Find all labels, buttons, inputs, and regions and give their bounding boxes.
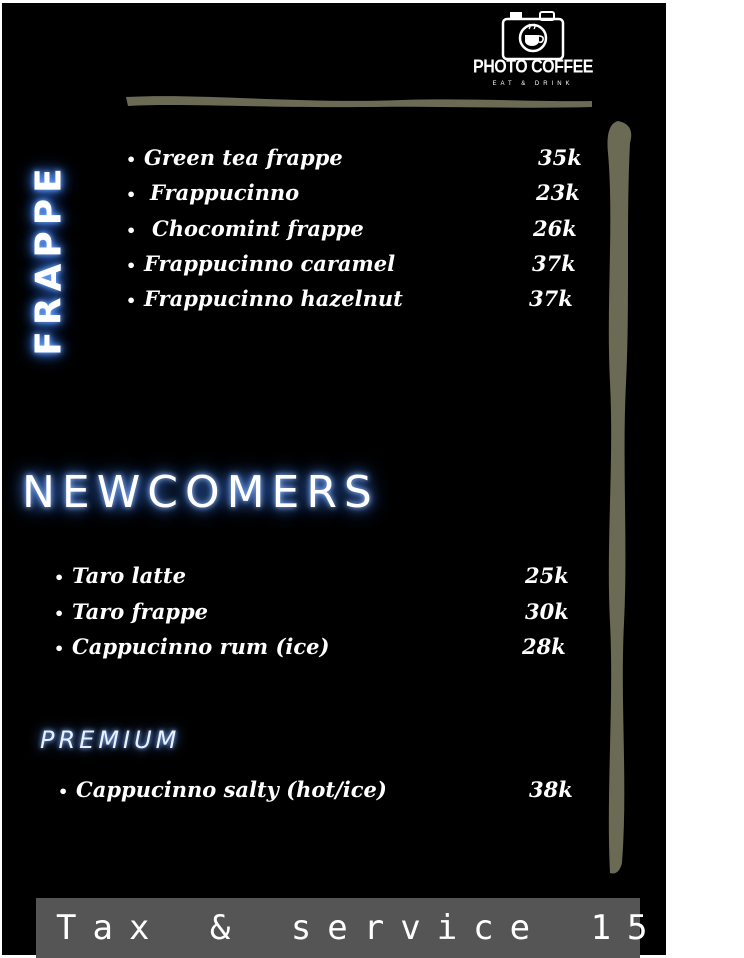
newcomers-section-title: NEWCOMERS [22,467,379,518]
bullet-icon: • [126,150,137,169]
list-item [54,563,186,597]
bullet-icon: • [54,639,65,658]
logo-name: PHOTO COFFEE [473,57,593,78]
item-price: 37k [529,286,573,311]
item-price: 23k [536,180,580,205]
camera-cup-icon [500,9,566,61]
item-name: Cappucinno rum (ice) [72,634,330,659]
item-name: Frappucinno hazelnut [144,286,403,311]
menu-board [2,3,744,955]
tax-service-text: Tax & service 15 % [56,908,744,948]
item-name: Taro frappe [72,599,209,624]
list-item [126,145,343,179]
item-name: Chocomint frappe [152,216,364,241]
item-price: 38k [529,777,573,802]
tax-service-banner [36,898,744,958]
item-name: Frappucinno caramel [144,251,396,276]
list-item [58,777,387,811]
item-name: Taro latte [72,563,186,588]
bullet-icon: • [54,604,65,623]
bullet-icon: • [126,221,137,240]
bullet-icon: • [54,568,65,587]
frappe-title-text: FRAPPE [28,162,70,356]
list-item [126,216,364,250]
bullet-icon: • [126,185,137,204]
item-price: 37k [532,251,576,276]
item-price: 28k [522,634,566,659]
item-name: Green tea frappe [144,145,343,170]
list-item [126,251,395,285]
bullet-icon: • [126,291,137,310]
logo-tagline: EAT & DRINK [492,81,574,87]
item-name: Cappucinno salty (hot/ice) [76,777,387,802]
frappe-section-title [29,149,69,369]
premium-section-title: PREMIUM [40,726,181,754]
item-price: 35k [538,145,582,170]
item-name: Frappucinno [150,180,300,205]
list-item [126,180,299,214]
list-item [126,286,403,320]
item-price: 26k [533,216,577,241]
bullet-icon: • [58,782,69,801]
list-item [54,599,208,633]
item-price: 30k [525,599,569,624]
logo [468,9,598,91]
bullet-icon: • [126,256,137,275]
list-item [54,634,329,668]
item-price: 25k [525,563,569,588]
